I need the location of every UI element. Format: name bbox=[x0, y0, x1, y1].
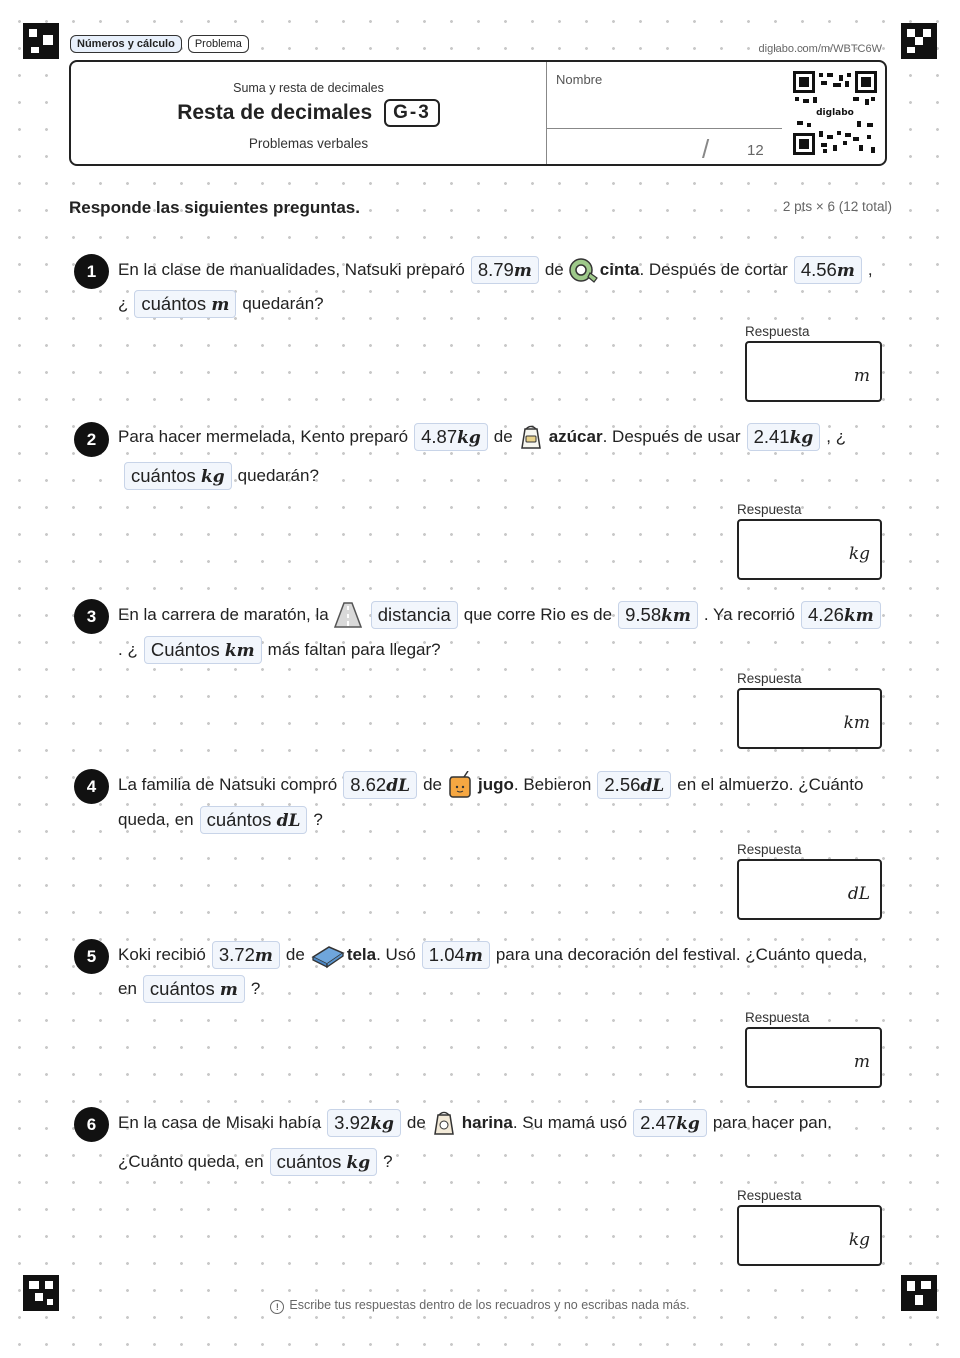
worksheet-title: Resta de decimales bbox=[177, 101, 373, 124]
question-6-line-1 bbox=[118, 1109, 832, 1137]
question-number: 5 bbox=[74, 939, 109, 974]
question-box: cuántos kg bbox=[270, 1148, 378, 1176]
question-text: , ¿ bbox=[826, 427, 847, 446]
value-box: 3.92kg bbox=[327, 1109, 401, 1137]
value-box: 3.72m bbox=[212, 941, 280, 969]
worksheet-header bbox=[69, 60, 887, 166]
question-text: de bbox=[406, 1113, 426, 1132]
question-text: de bbox=[493, 427, 513, 446]
question-box: cuántos dL bbox=[200, 806, 308, 834]
question-text: ¿Cuánto queda, en bbox=[118, 1152, 264, 1171]
question-number: 6 bbox=[74, 1107, 109, 1142]
answer-label: Respuesta bbox=[737, 842, 802, 857]
question-3-line-2 bbox=[118, 636, 441, 664]
answer-box[interactable] bbox=[737, 519, 882, 580]
term-box: distancia bbox=[371, 601, 458, 629]
corner-marker-top-left bbox=[23, 23, 59, 59]
value-box: 9.58km bbox=[618, 601, 698, 629]
worksheet-subtitle: Suma y resta de decimales bbox=[233, 81, 384, 95]
question-text: En la casa de Misaki había bbox=[118, 1113, 322, 1132]
answer-label: Respuesta bbox=[737, 1188, 802, 1203]
question-text: En la clase de manualidades, Natsuki preparó bbox=[118, 260, 465, 279]
sugar-bag-icon bbox=[517, 423, 547, 451]
answer-unit: m bbox=[853, 366, 870, 386]
level-code: G-3 bbox=[384, 99, 440, 127]
question-number: 1 bbox=[74, 254, 109, 289]
question-1-line-2 bbox=[118, 290, 324, 318]
question-text: . Su mamá usó bbox=[512, 1113, 628, 1132]
cloth-icon bbox=[309, 941, 345, 969]
question-text: queda, en bbox=[118, 810, 194, 829]
item-name: jugo bbox=[478, 775, 514, 794]
question-text: La familia de Natsuki compró bbox=[118, 775, 338, 794]
worksheet-caption: Problemas verbales bbox=[248, 136, 369, 151]
juice-icon bbox=[446, 771, 476, 799]
answer-unit: dL bbox=[847, 884, 870, 904]
question-text: ? bbox=[383, 1152, 393, 1171]
answer-box[interactable] bbox=[737, 688, 882, 749]
question-text: ? bbox=[250, 979, 261, 998]
question-text: . Después de usar bbox=[602, 427, 741, 446]
source-url: diglabo.com/m/WBTC6W bbox=[758, 43, 882, 55]
question-text: en el almuerzo. ¿Cuánto bbox=[677, 775, 864, 794]
answer-unit: m bbox=[853, 1052, 870, 1072]
flour-bag-icon bbox=[430, 1109, 460, 1137]
question-text: para una decoración del festival. ¿Cuánto queda, bbox=[495, 945, 868, 964]
question-box: cuántos kg bbox=[124, 462, 232, 490]
question-3-line-1 bbox=[118, 601, 887, 629]
footer-text: Escribe tus respuestas dentro de los recuadros y no escribas nada más. bbox=[289, 1298, 690, 1312]
value-box: 4.87kg bbox=[414, 423, 488, 451]
question-text: . ¿ bbox=[118, 640, 138, 659]
answer-box[interactable] bbox=[737, 859, 882, 920]
question-5-line-2 bbox=[118, 975, 260, 1003]
question-1-line-1 bbox=[118, 256, 873, 284]
question-6-line-2 bbox=[118, 1148, 393, 1176]
tape-icon bbox=[568, 256, 598, 284]
value-box: 2.56dL bbox=[597, 771, 671, 799]
question-2-line-2 bbox=[118, 462, 319, 490]
question-text: de bbox=[544, 260, 564, 279]
item-name: cinta bbox=[599, 260, 640, 279]
corner-marker-top-right bbox=[901, 23, 937, 59]
question-4-line-1 bbox=[118, 771, 863, 799]
item-name: harina bbox=[461, 1113, 513, 1132]
qr-code bbox=[793, 71, 877, 155]
question-text: Para hacer mermelada, Kento preparó bbox=[118, 427, 409, 446]
value-box: 8.62dL bbox=[343, 771, 417, 799]
answer-box[interactable] bbox=[737, 1205, 882, 1266]
value-box: 1.04m bbox=[422, 941, 490, 969]
question-box: Cuántos km bbox=[144, 636, 262, 664]
question-number: 2 bbox=[74, 422, 109, 457]
question-text: de bbox=[423, 775, 442, 794]
qr-label: diglabo bbox=[816, 108, 854, 118]
question-text: que corre Rio es de bbox=[463, 605, 613, 624]
question-text: de bbox=[285, 945, 305, 964]
question-text: para hacer pan. bbox=[712, 1113, 832, 1132]
question-text: . Después de cortar bbox=[639, 260, 788, 279]
answer-box[interactable] bbox=[745, 341, 882, 402]
name-label: Nombre bbox=[556, 72, 603, 87]
answer-label: Respuesta bbox=[745, 324, 810, 339]
question-box: cuántos m bbox=[143, 975, 245, 1003]
value-box: 2.47kg bbox=[633, 1109, 707, 1137]
value-box: 8.79m bbox=[471, 256, 539, 284]
footer-note bbox=[0, 1298, 960, 1314]
question-4-line-2 bbox=[118, 806, 323, 834]
question-5-line-1 bbox=[118, 941, 867, 969]
points-info: 2 pts × 6 (12 total) bbox=[782, 199, 892, 214]
value-box: 4.56m bbox=[794, 256, 862, 284]
category-tags bbox=[70, 35, 249, 53]
question-text: ¿ bbox=[118, 294, 129, 313]
question-text: quedarán? bbox=[237, 466, 319, 485]
question-2-line-1 bbox=[118, 423, 846, 451]
question-number: 3 bbox=[74, 599, 109, 634]
question-text: . Ya recorrió bbox=[703, 605, 795, 624]
answer-label: Respuesta bbox=[737, 671, 802, 686]
question-text: quedarán? bbox=[242, 294, 324, 313]
value-box: 4.26km bbox=[801, 601, 881, 629]
question-text: , bbox=[867, 260, 873, 279]
answer-unit: kg bbox=[848, 1230, 870, 1250]
question-text: más faltan para llegar? bbox=[267, 640, 441, 659]
score-slash: / bbox=[702, 134, 710, 164]
item-name: azúcar bbox=[548, 427, 603, 446]
answer-unit: kg bbox=[848, 544, 870, 564]
question-box: cuántos m bbox=[134, 290, 236, 318]
question-text: . Usó bbox=[376, 945, 416, 964]
question-text: ? bbox=[313, 810, 323, 829]
warning-icon: ! bbox=[270, 1300, 284, 1314]
answer-unit: km bbox=[843, 713, 870, 733]
question-text: En la carrera de maratón, la bbox=[118, 605, 329, 624]
value-box: 2.41kg bbox=[747, 423, 821, 451]
instructions: Responde las siguientes preguntas. bbox=[69, 198, 360, 217]
question-number: 4 bbox=[74, 769, 109, 804]
answer-box[interactable] bbox=[745, 1027, 882, 1088]
tag-category: Números y cálculo bbox=[70, 35, 182, 53]
question-text: en bbox=[118, 979, 137, 998]
road-icon bbox=[333, 601, 363, 629]
tag-type: Problema bbox=[188, 35, 249, 53]
question-text: Koki recibió bbox=[118, 945, 206, 964]
score-total: 12 bbox=[747, 142, 764, 159]
answer-label: Respuesta bbox=[737, 502, 802, 517]
answer-label: Respuesta bbox=[745, 1010, 810, 1025]
header-divider bbox=[547, 128, 782, 129]
question-text: . Bebieron bbox=[513, 775, 592, 794]
item-name: tela bbox=[346, 945, 377, 964]
